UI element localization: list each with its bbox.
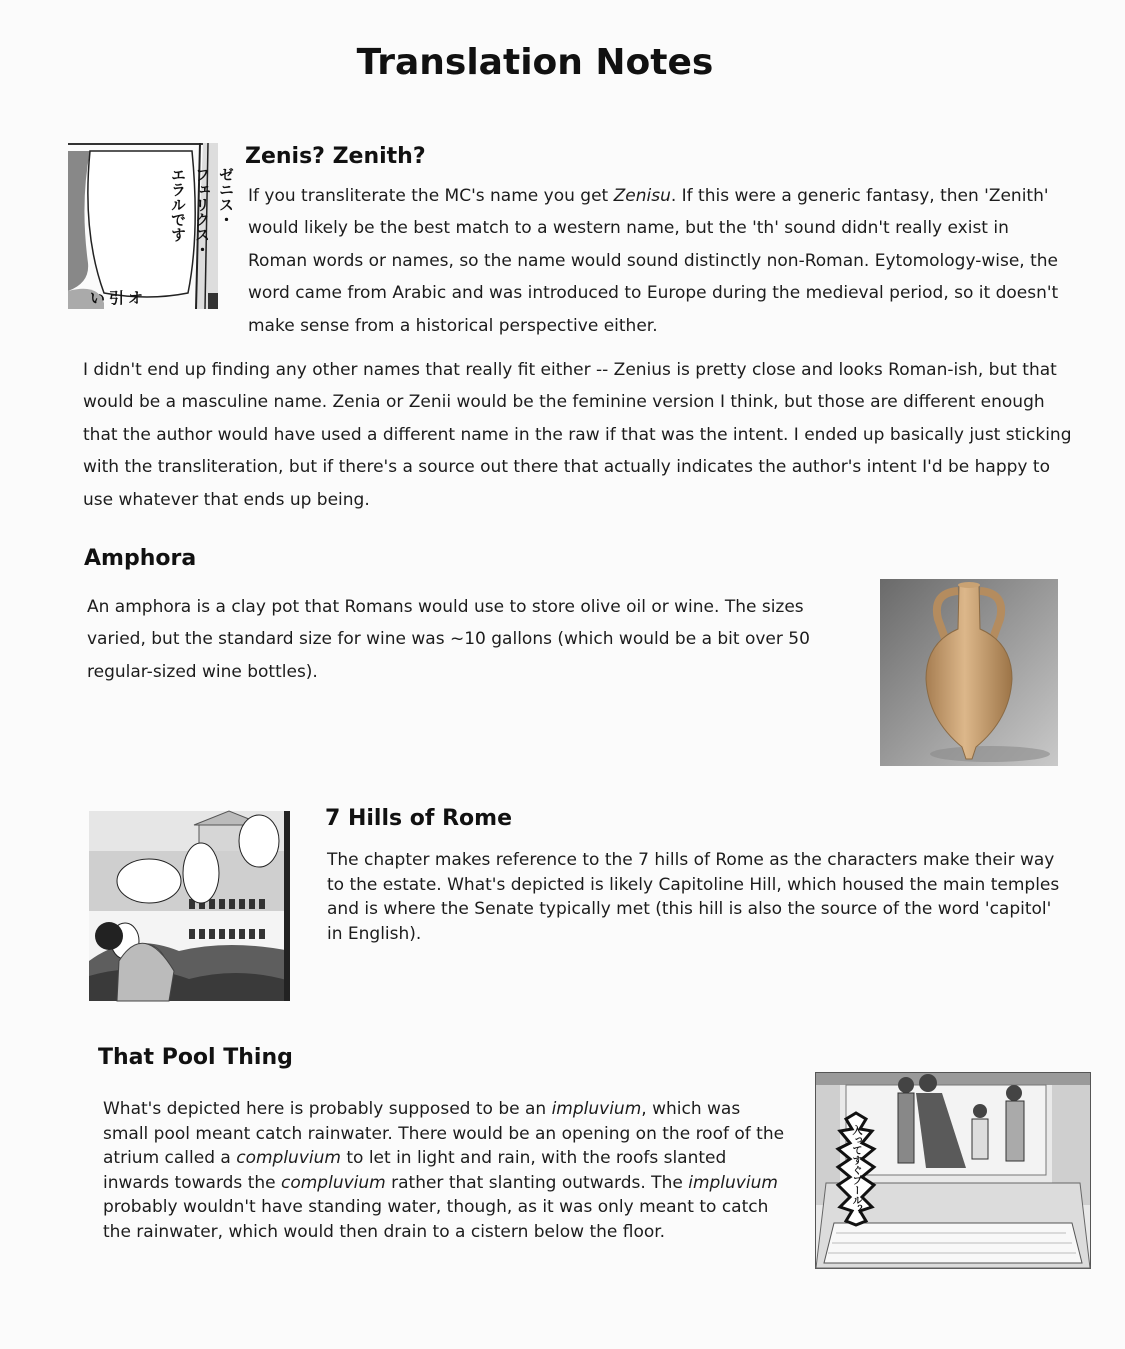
manga-panel-pool bbox=[815, 1072, 1091, 1269]
section-rome-hills-paragraph-1: The chapter makes reference to the 7 hills of Rome as the characters make their way to the estate. What's depicted is likely Capitoline Hill, which housed the main temples and is where the Senate typically met (this hill is also the source of the word 'capitol' in English). bbox=[327, 850, 1060, 944]
text-run: probably wouldn't have standing water, though, as it was only meant to catch the rainwater, which would then drain to a cistern below the floor. bbox=[103, 1197, 769, 1242]
amphora-photo bbox=[880, 579, 1058, 766]
section-zenis-paragraph-1 bbox=[248, 180, 1070, 342]
manga-text-line: エラルです bbox=[169, 167, 187, 242]
text-run-italic: Zenisu bbox=[613, 186, 671, 206]
text-run-italic: impluvium bbox=[688, 1172, 778, 1193]
manga-panel-name-intro bbox=[68, 143, 235, 309]
text-run-italic: compluvium bbox=[236, 1148, 341, 1169]
text-run-italic: compluvium bbox=[281, 1172, 386, 1193]
section-heading-amphora: Amphora bbox=[84, 546, 197, 571]
text-run: , which was small pool meant catch rainwater. There would be an opening on the roof of the atrium called a bbox=[103, 1099, 785, 1169]
section-pool-paragraph-1 bbox=[103, 1097, 787, 1245]
text-run: If you transliterate the MC's name you get bbox=[248, 186, 614, 206]
manga-panel-rome-hills bbox=[89, 811, 290, 1001]
page-title: Translation Notes bbox=[356, 42, 714, 83]
text-run-italic: impluvium bbox=[551, 1099, 642, 1119]
section-heading-pool: That Pool Thing bbox=[98, 1045, 293, 1070]
section-heading-zenis: Zenis? Zenith? bbox=[245, 144, 426, 169]
manga-text-line: フェリクス・ bbox=[193, 167, 211, 257]
manga-pool-speech: 入ってすぐプール？ bbox=[850, 1125, 861, 1215]
section-zenis-paragraph-2: I didn't end up finding any other names that really fit either -- Zenius is pretty close and looks Roman-ish, but that would be a masculine name. Zenia or Zenii would be the feminine version I think, but those are different enough that the author would have used a different name in the raw if that was the intent. I ended up basically just sticking with the transliteration, but if there's a source out there that actually indicates the author's intent I'd be happy to use whatever that ends up being. bbox=[83, 360, 1072, 510]
section-amphora-paragraph-1: An amphora is a clay pot that Romans would use to store olive oil or wine. The sizes varied, but the standard size for wine was ~10 gallons (which would be a bit over 50 regular-sized wine bottles). bbox=[87, 597, 810, 682]
text-run: What's depicted here is probably supposed to be an bbox=[103, 1099, 552, 1119]
text-run: to let in light and rain, with the roofs slanted inwards towards the bbox=[103, 1148, 727, 1193]
text-run: rather that slanting outwards. The bbox=[385, 1172, 689, 1193]
section-heading-rome-hills: 7 Hills of Rome bbox=[325, 806, 512, 831]
manga-text-line: ゼニス・ bbox=[217, 167, 235, 227]
manga-text-bottom: い引オ bbox=[90, 289, 148, 307]
text-run: . If this were a generic fantasy, then 'Zenith' would likely be the best match to a western name, but the 'th' sound didn't really exist in Roman words or names, so the name would sound distinctly non-Roman. Eytomology-wise, the word came from Arabic and was introduced to Europe during the medieval period, so it doesn't make sense from a historical perspective either. bbox=[248, 186, 1059, 336]
